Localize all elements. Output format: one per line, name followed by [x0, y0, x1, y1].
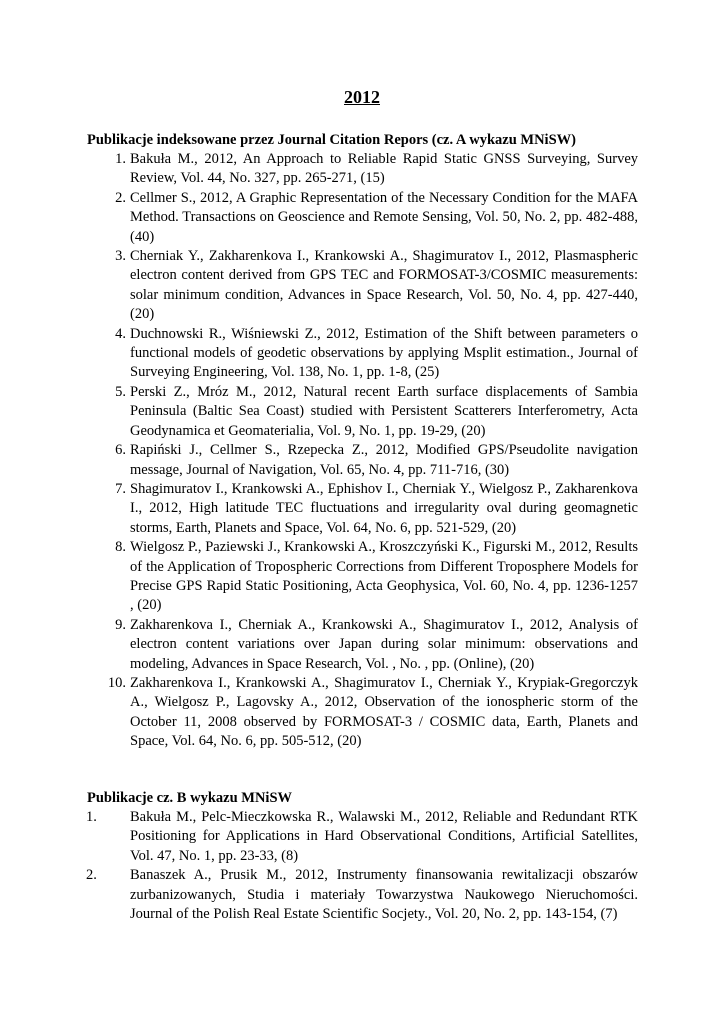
publication-entry: [0, 674, 638, 752]
entry-number: 2.: [86, 867, 97, 884]
section-a-heading: Publikacje indeksowane przez Journal Citation Repors (cz. A wykazu MNiSW): [87, 132, 576, 148]
entry-number: 7.: [115, 480, 126, 497]
entry-number: 1.: [115, 151, 126, 167]
section-a-publication-list: [0, 150, 724, 752]
publication-entry: [0, 247, 638, 325]
entry-citation: Cellmer S., 2012, A Graphic Representation of the Necessary Condition for the MAFA Method. Transactions on Geoscience and Remote Sensing, Vol. 50, No. 2, pp. 482-488, (40): [130, 189, 638, 245]
entry-number: 6.: [115, 442, 126, 459]
entry-citation: Banaszek A., Prusik M., 2012, Instrumenty finansowania rewitalizacji obszarów zurbanizowanych, Studia i materiały Towarzystwa Naukowego Nieruchomości. Journal of the Polish Real Estate Scientific Socjety., Vol. 20, No. 2, pp. 143-154, (7): [130, 867, 638, 923]
publication-entry: [0, 441, 638, 480]
entry-citation: Cherniak Y., Zakharenkova I., Krankowski A., Shagimuratov I., 2012, Plasmaspheric electron content derived from GPS TEC and FORMOSAT-3/COSMIC measurements: solar minimum condition, Advances in Space Research, Vol. 50, No. 4, pp. 427-440, (20): [130, 248, 638, 323]
entry-citation: Wielgosz P., Paziewski J., Krankowski A., Kroszczyński K., Figurski M., 2012, Results of the Application of Tropospheric Corrections from Different Troposphere Models for Precise GPS Rapid Static Positioning, Acta Geophysica, Vol. 60, No. 4, pp. 1236-1257 , (20): [130, 539, 638, 614]
publication-entry: [0, 189, 638, 247]
publication-entry: [0, 325, 638, 383]
entry-citation: Zakharenkova I., Krankowski A., Shagimuratov I., Cherniak Y., Krypiak-Gregorczyk A., Wielgosz P., Lagovsky A., 2012, Observation of the ionospheric storm of the October 11, 2008 observed by FORMOSAT-3 / COSMIC data, Earth, Planets and Space, Vol. 64, No. 6, pp. 505-512, (20): [130, 674, 638, 750]
section-b-publication-list: [0, 808, 724, 924]
entry-number: 10.: [107, 674, 126, 691]
entry-citation: Perski Z., Mróz M., 2012, Natural recent Earth surface displacements of Sambia Peninsula (Baltic Sea Coast) studied with Persistent Scatterers Interferometry, Acta Geodynamica et Geomaterialia, Vol. 9, No. 1, pp. 19-29, (20): [130, 383, 638, 439]
entry-number: 3.: [115, 248, 126, 265]
entry-number: 1.: [86, 809, 97, 825]
entry-number: 9.: [115, 616, 126, 633]
entry-number: 5.: [115, 383, 126, 400]
entry-citation: Bakuła M., Pelc-Mieczkowska R., Walawski M., 2012, Reliable and Redundant RTK Positioning for Applications in Hard Observational Conditions, Artificial Satellites, Vol. 47, No. 1, pp. 23-33, (8): [130, 809, 638, 864]
section-b-heading: Publikacje cz. B wykazu MNiSW: [87, 790, 293, 806]
publication-entry: [0, 150, 638, 189]
entry-citation: Duchnowski R., Wiśniewski Z., 2012, Estimation of the Shift between parameters o functional models of geodetic observations by applying Msplit estimation., Journal of Surveying Engineering, Vol. 138, No. 1, pp. 1-8, (25): [130, 325, 638, 381]
publication-entry: [0, 866, 638, 924]
entry-number: 4.: [115, 325, 126, 342]
entry-citation: Zakharenkova I., Cherniak A., Krankowski A., Shagimuratov I., 2012, Analysis of electron content variations over Japan during solar minimum: observations and modeling, Advances in Space Research, Vol. , No. , pp. (Online), (20): [130, 616, 638, 672]
publication-entry: [0, 480, 638, 538]
entry-citation: Rapiński J., Cellmer S., Rzepecka Z., 2012, Modified GPS/Pseudolite navigation message, Journal of Navigation, Vol. 65, No. 4, pp. 711-716, (30): [130, 442, 638, 478]
entry-number: 2.: [115, 189, 126, 206]
page-title: 2012: [344, 87, 380, 107]
entry-citation: Bakuła M., 2012, An Approach to Reliable Rapid Static GNSS Surveying, Survey Review, Vol. 44, No. 327, pp. 265-271, (15): [130, 151, 638, 187]
publication-entry: [0, 616, 638, 674]
publication-entry: [0, 538, 638, 616]
entry-number: 8.: [115, 539, 126, 556]
publication-entry: [0, 383, 638, 441]
entry-citation: Shagimuratov I., Krankowski A., Ephishov I., Cherniak Y., Wielgosz P., Zakharenkova I., 2012, High latitude TEC fluctuations and irregularity oval during geomagnetic storms, Earth, Planets and Space, Vol. 64, No. 6, pp. 521-529, (20): [130, 480, 638, 536]
publication-entry: [0, 808, 638, 866]
